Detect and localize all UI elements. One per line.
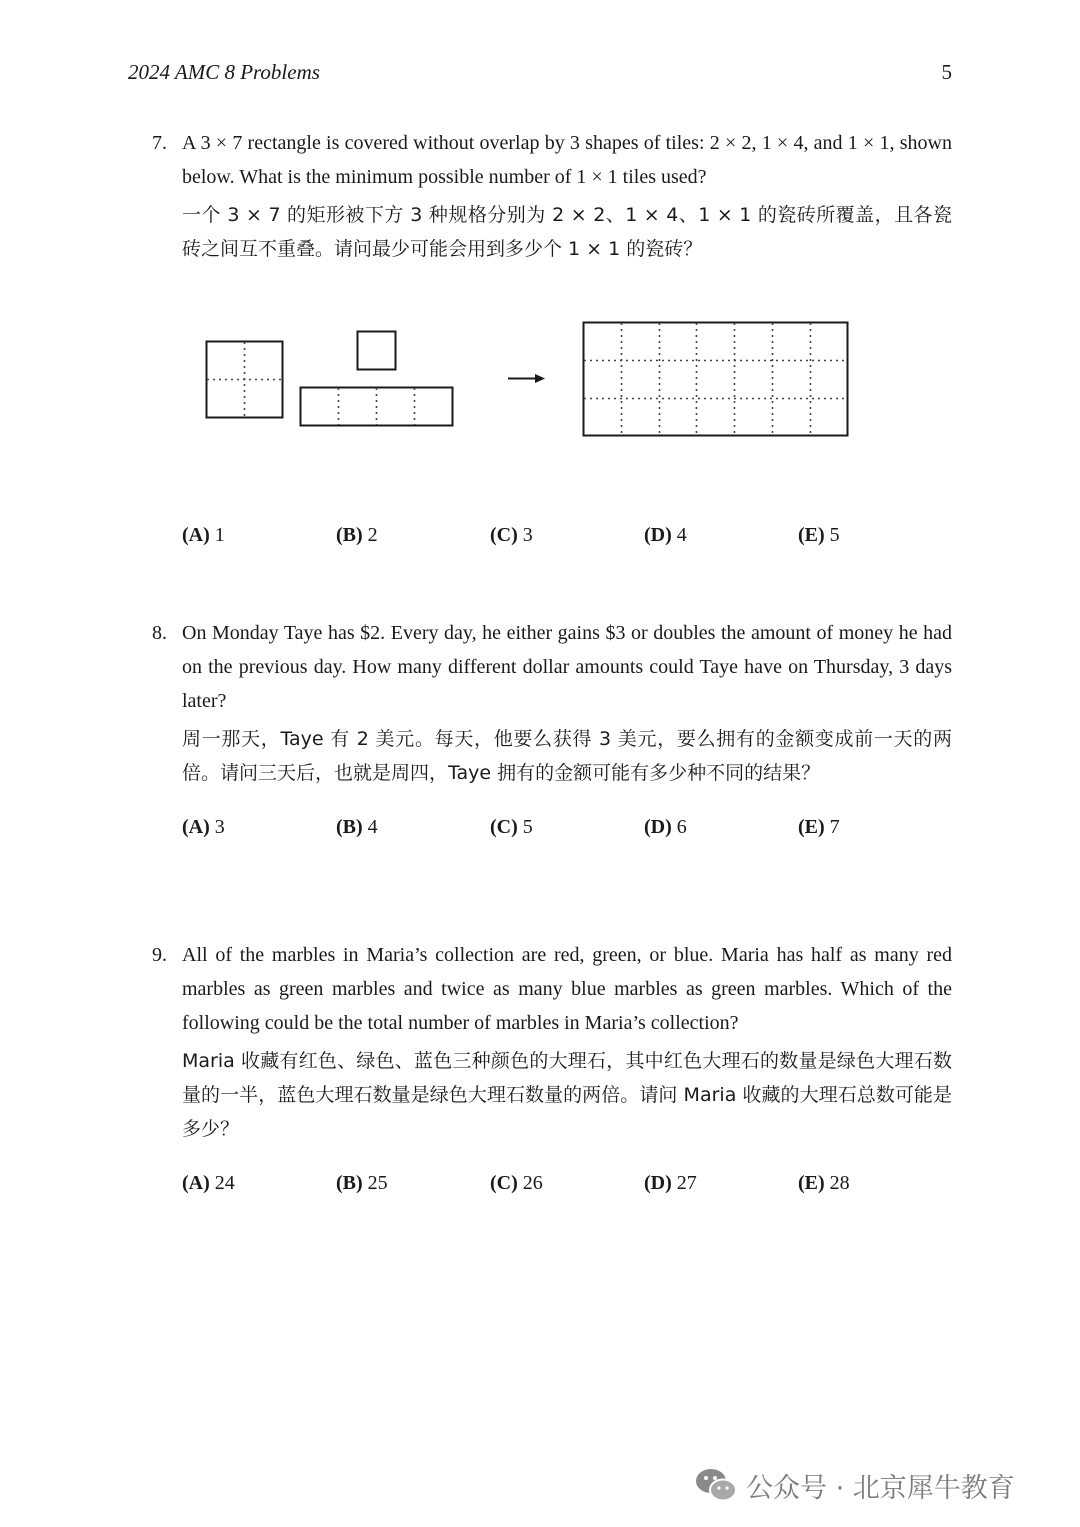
choice-c: (C) 26: [490, 1172, 543, 1194]
rectangle-3x7: [584, 323, 848, 436]
problem-number: 7.: [152, 132, 167, 154]
problem-number: 9.: [152, 944, 167, 966]
choice-c: (C) 3: [490, 524, 533, 546]
answer-choices: [182, 812, 952, 842]
answer-choices: [182, 1168, 952, 1198]
page-header: [128, 60, 952, 85]
problem-text-chinese: 一个 3 × 7 的矩形被下方 3 种规格分别为 2 × 2、1 × 4、1 × 1 的瓷砖所覆盖，且各瓷砖之间互不重叠。请问最少可能会用到多少个 1 × 1 的瓷砖？: [182, 204, 952, 260]
problem-8: [152, 616, 952, 842]
problem-7-choices: [152, 520, 952, 550]
problem-text-english: All of the marbles in Maria’s collection are red, green, or blue. Maria has half as many red marbles as green marbles and twice as many blue marbles as green marbles. Which of the following could be the total number of marbles in Maria’s collection?: [182, 944, 952, 1034]
choice-d: (D) 4: [644, 524, 687, 546]
choice-a: (A) 1: [182, 524, 225, 546]
wechat-icon: [694, 1466, 738, 1504]
tile-1x1: [358, 332, 396, 370]
watermark-text: 公众号 · 北京犀牛教育: [746, 1472, 1015, 1504]
watermark: [694, 1460, 1015, 1510]
choice-d: (D) 6: [644, 816, 687, 838]
problem-text-chinese: Maria 收藏有红色、绿色、蓝色三种颜色的大理石，其中红色大理石的数量是绿色大理石数量的一半，蓝色大理石数量是绿色大理石数量的两倍。请问 Maria 收藏的大理石总数可能是多少？: [182, 1050, 952, 1140]
choice-a: (A) 24: [182, 1172, 235, 1194]
choice-e: (E) 7: [798, 816, 840, 838]
choice-d: (D) 27: [644, 1172, 697, 1194]
problem-9: [152, 938, 952, 1198]
problem-text-english: On Monday Taye has $2. Every day, he either gains $3 or doubles the amount of money he had on the previous day. How many different dollar amounts could Taye have on Thursday, 3 days later?: [182, 622, 952, 712]
problem-number: 8.: [152, 622, 167, 644]
problem-text-english: A 3 × 7 rectangle is covered without overlap by 3 shapes of tiles: 2 × 2, 1 × 4, and 1 × 1, shown below. What is the minimum possible number of 1 × 1 tiles used?: [182, 132, 952, 188]
problem-7: [152, 126, 952, 266]
choice-b: (B) 2: [336, 524, 378, 546]
choice-e: (E) 5: [798, 524, 840, 546]
choice-b: (B) 25: [336, 1172, 388, 1194]
page-number: 5: [941, 60, 952, 84]
choice-e: (E) 28: [798, 1172, 850, 1194]
document-title: 2024 AMC 8 Problems: [128, 60, 320, 84]
choice-a: (A) 3: [182, 816, 225, 838]
problem-text-chinese: 周一那天，Taye 有 2 美元。每天，他要么获得 3 美元，要么拥有的金额变成前一天的两倍。请问三天后，也就是周四，Taye 拥有的金额可能有多少种不同的结果？: [182, 728, 952, 784]
arrow-right-icon: [508, 374, 545, 383]
tile-figure: [196, 312, 856, 442]
choice-c: (C) 5: [490, 816, 533, 838]
choice-b: (B) 4: [336, 816, 378, 838]
